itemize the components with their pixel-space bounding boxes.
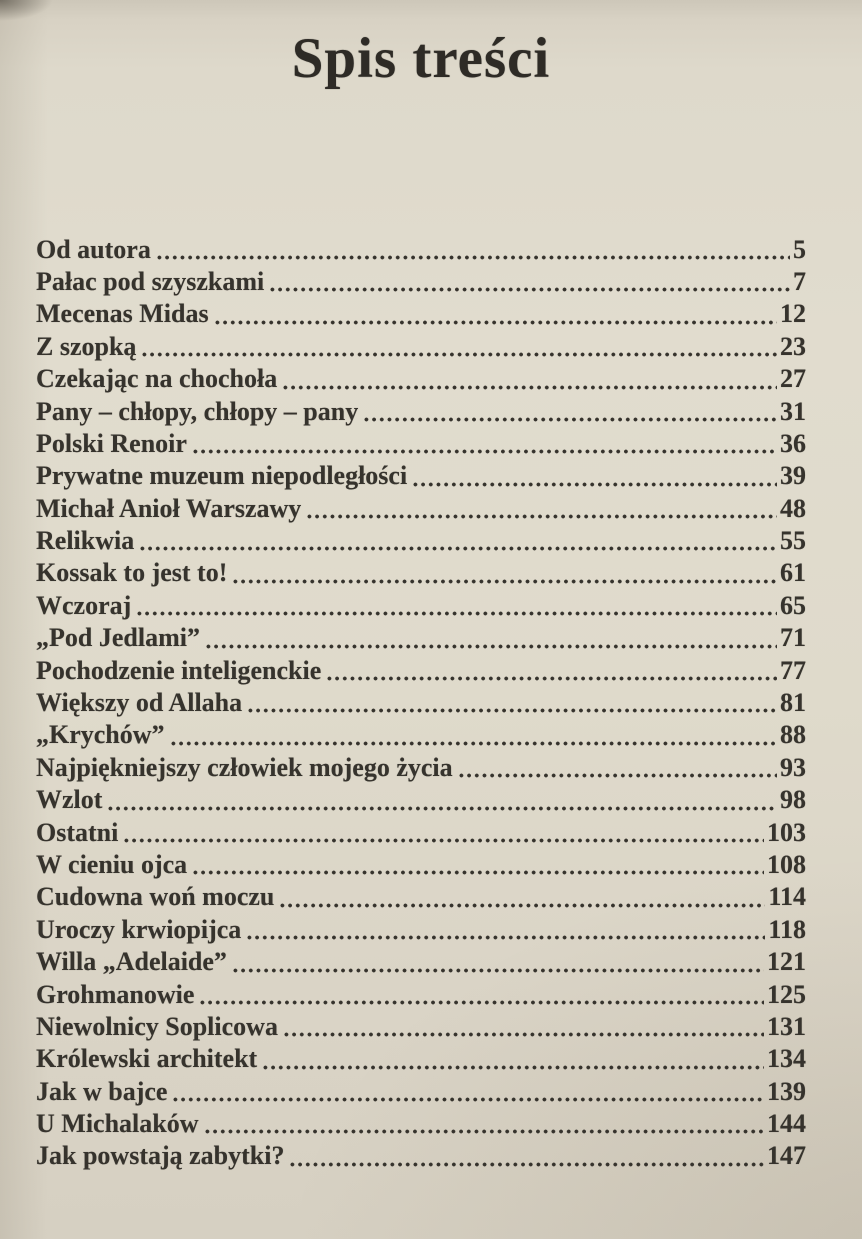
toc-entry-page: 55 (780, 526, 806, 556)
toc-entry-page: 7 (793, 266, 806, 296)
dot-leader (173, 1097, 764, 1102)
dot-leader (280, 903, 765, 908)
toc-entry-title: Mecenas Midas (36, 299, 209, 329)
dot-leader (233, 579, 777, 584)
toc-entry-page: 121 (767, 947, 806, 977)
toc-entry (36, 688, 806, 720)
dot-leader (233, 968, 764, 973)
toc-entry-title: Większy od Allaha (36, 688, 243, 718)
toc-entry-page: 144 (767, 1109, 806, 1139)
toc-entry-page: 147 (767, 1141, 806, 1171)
toc-entry-title: Pałac pod szyszkami (36, 266, 265, 296)
toc-entry (36, 1109, 806, 1141)
toc-entry-page: 12 (780, 299, 806, 329)
toc-entry (36, 1141, 806, 1173)
toc-entry-title: W cieniu ojca (36, 849, 188, 879)
toc-entry-title: Pany – chłopy, chłopy – pany (36, 396, 359, 426)
toc-entry-title: Polski Renoir (36, 428, 187, 458)
toc-entry (36, 980, 806, 1012)
toc-entry-page: 93 (780, 752, 806, 782)
toc-entry-title: Willa „Adelaide” (36, 947, 227, 977)
toc-entry-title: „Pod Jedlami” (36, 623, 200, 653)
toc-entry (36, 915, 806, 947)
toc-entry-page: 139 (767, 1076, 806, 1106)
toc-entry-page: 36 (780, 428, 806, 458)
dot-leader (205, 1129, 765, 1134)
toc-entry-title: Prywatne muzeum niepodległości (36, 461, 408, 491)
toc-entry-page: 103 (767, 817, 806, 847)
toc-entry-title: Cudowna woń moczu (36, 882, 275, 912)
toc-entry-page: 88 (780, 720, 806, 750)
toc-entry (36, 850, 806, 882)
toc-entry-title: Jak powstają zabytki? (36, 1141, 285, 1171)
toc-entry-page: 131 (767, 1011, 806, 1041)
toc-entry-page: 39 (780, 461, 806, 491)
dot-leader (200, 1000, 764, 1005)
dot-leader (459, 773, 777, 778)
toc-entry (36, 720, 806, 752)
toc-entry (36, 882, 806, 914)
toc-entry-page: 61 (780, 558, 806, 588)
toc-entry (36, 558, 806, 590)
toc-entry-page: 81 (780, 688, 806, 718)
toc-entry (36, 1077, 806, 1109)
dot-leader (124, 838, 764, 843)
toc-entry-title: Czekając na chochoła (36, 364, 278, 394)
toc-entry-page: 134 (767, 1044, 806, 1074)
dot-leader (193, 449, 777, 454)
toc-entry-title: Uroczy krwiopijca (36, 914, 242, 944)
toc-entry-page: 98 (780, 785, 806, 815)
toc-entry-page: 5 (793, 234, 806, 264)
dot-leader (283, 385, 777, 390)
toc-entry-title: Pochodzenie inteligenckie (36, 655, 322, 685)
toc-entry-page: 48 (780, 493, 806, 523)
toc-entry-page: 71 (780, 623, 806, 653)
toc-entry-title: Najpiękniejszy człowiek mojego życia (36, 752, 453, 782)
dot-leader (206, 644, 777, 649)
toc-entry-page: 31 (780, 396, 806, 426)
toc-entry (36, 656, 806, 688)
toc-entry-page: 23 (780, 331, 806, 361)
page-title: Spis treści (291, 27, 551, 90)
toc-entry (36, 1044, 806, 1076)
dot-leader (307, 514, 777, 519)
dot-leader (137, 611, 777, 616)
toc-entry (36, 235, 806, 267)
toc-list (36, 235, 806, 1174)
dot-leader (327, 676, 777, 681)
dot-leader (247, 935, 765, 940)
toc-entry (36, 526, 806, 558)
toc-entry (36, 299, 806, 331)
toc-entry-page: 125 (767, 979, 806, 1009)
toc-entry (36, 461, 806, 493)
toc-entry (36, 623, 806, 655)
dot-leader (171, 741, 777, 746)
dot-leader (263, 1065, 764, 1070)
toc-entry (36, 785, 806, 817)
dot-leader (108, 806, 777, 811)
dot-leader (193, 870, 764, 875)
toc-entry-page: 27 (780, 364, 806, 394)
toc-entry (36, 397, 806, 429)
dot-leader (157, 255, 790, 260)
dot-leader (142, 352, 777, 357)
toc-entry-title: „Krychów” (36, 720, 165, 750)
dot-leader (364, 417, 777, 422)
dot-leader (413, 482, 777, 487)
toc-entry (36, 429, 806, 461)
toc-entry (36, 494, 806, 526)
toc-entry-title: Od autora (36, 234, 151, 264)
toc-entry-title: Kossak to jest to! (36, 558, 228, 588)
toc-entry-page: 108 (767, 849, 806, 879)
toc-entry-title: Ostatni (36, 817, 119, 847)
dot-leader (290, 1162, 764, 1167)
dot-leader (270, 287, 790, 292)
dot-leader (248, 708, 777, 713)
toc-entry-title: Niewolnicy Soplicowa (36, 1011, 278, 1041)
toc-entry-title: Relikwia (36, 526, 135, 556)
toc-entry-page: 118 (768, 914, 806, 944)
dot-leader (284, 1032, 764, 1037)
toc-entry (36, 818, 806, 850)
toc-entry-title: Z szopką (36, 331, 137, 361)
dot-leader (140, 546, 777, 551)
toc-entry (36, 1012, 806, 1044)
toc-entry-title: Wczoraj (36, 590, 132, 620)
dot-leader (215, 320, 777, 325)
toc-entry-page: 114 (768, 882, 806, 912)
toc-entry (36, 753, 806, 785)
toc-entry-title: Grohmanowie (36, 979, 195, 1009)
toc-entry (36, 332, 806, 364)
toc-entry-page: 77 (780, 655, 806, 685)
toc-entry-title: U Michalaków (36, 1109, 199, 1139)
toc-entry-title: Michał Anioł Warszawy (36, 493, 302, 523)
toc-entry (36, 267, 806, 299)
toc-entry-title: Królewski architekt (36, 1044, 258, 1074)
toc-entry-title: Wzlot (36, 785, 103, 815)
toc-entry (36, 947, 806, 979)
toc-entry-title: Jak w bajce (36, 1076, 168, 1106)
toc-entry (36, 591, 806, 623)
toc-entry (36, 364, 806, 396)
toc-entry-page: 65 (780, 590, 806, 620)
